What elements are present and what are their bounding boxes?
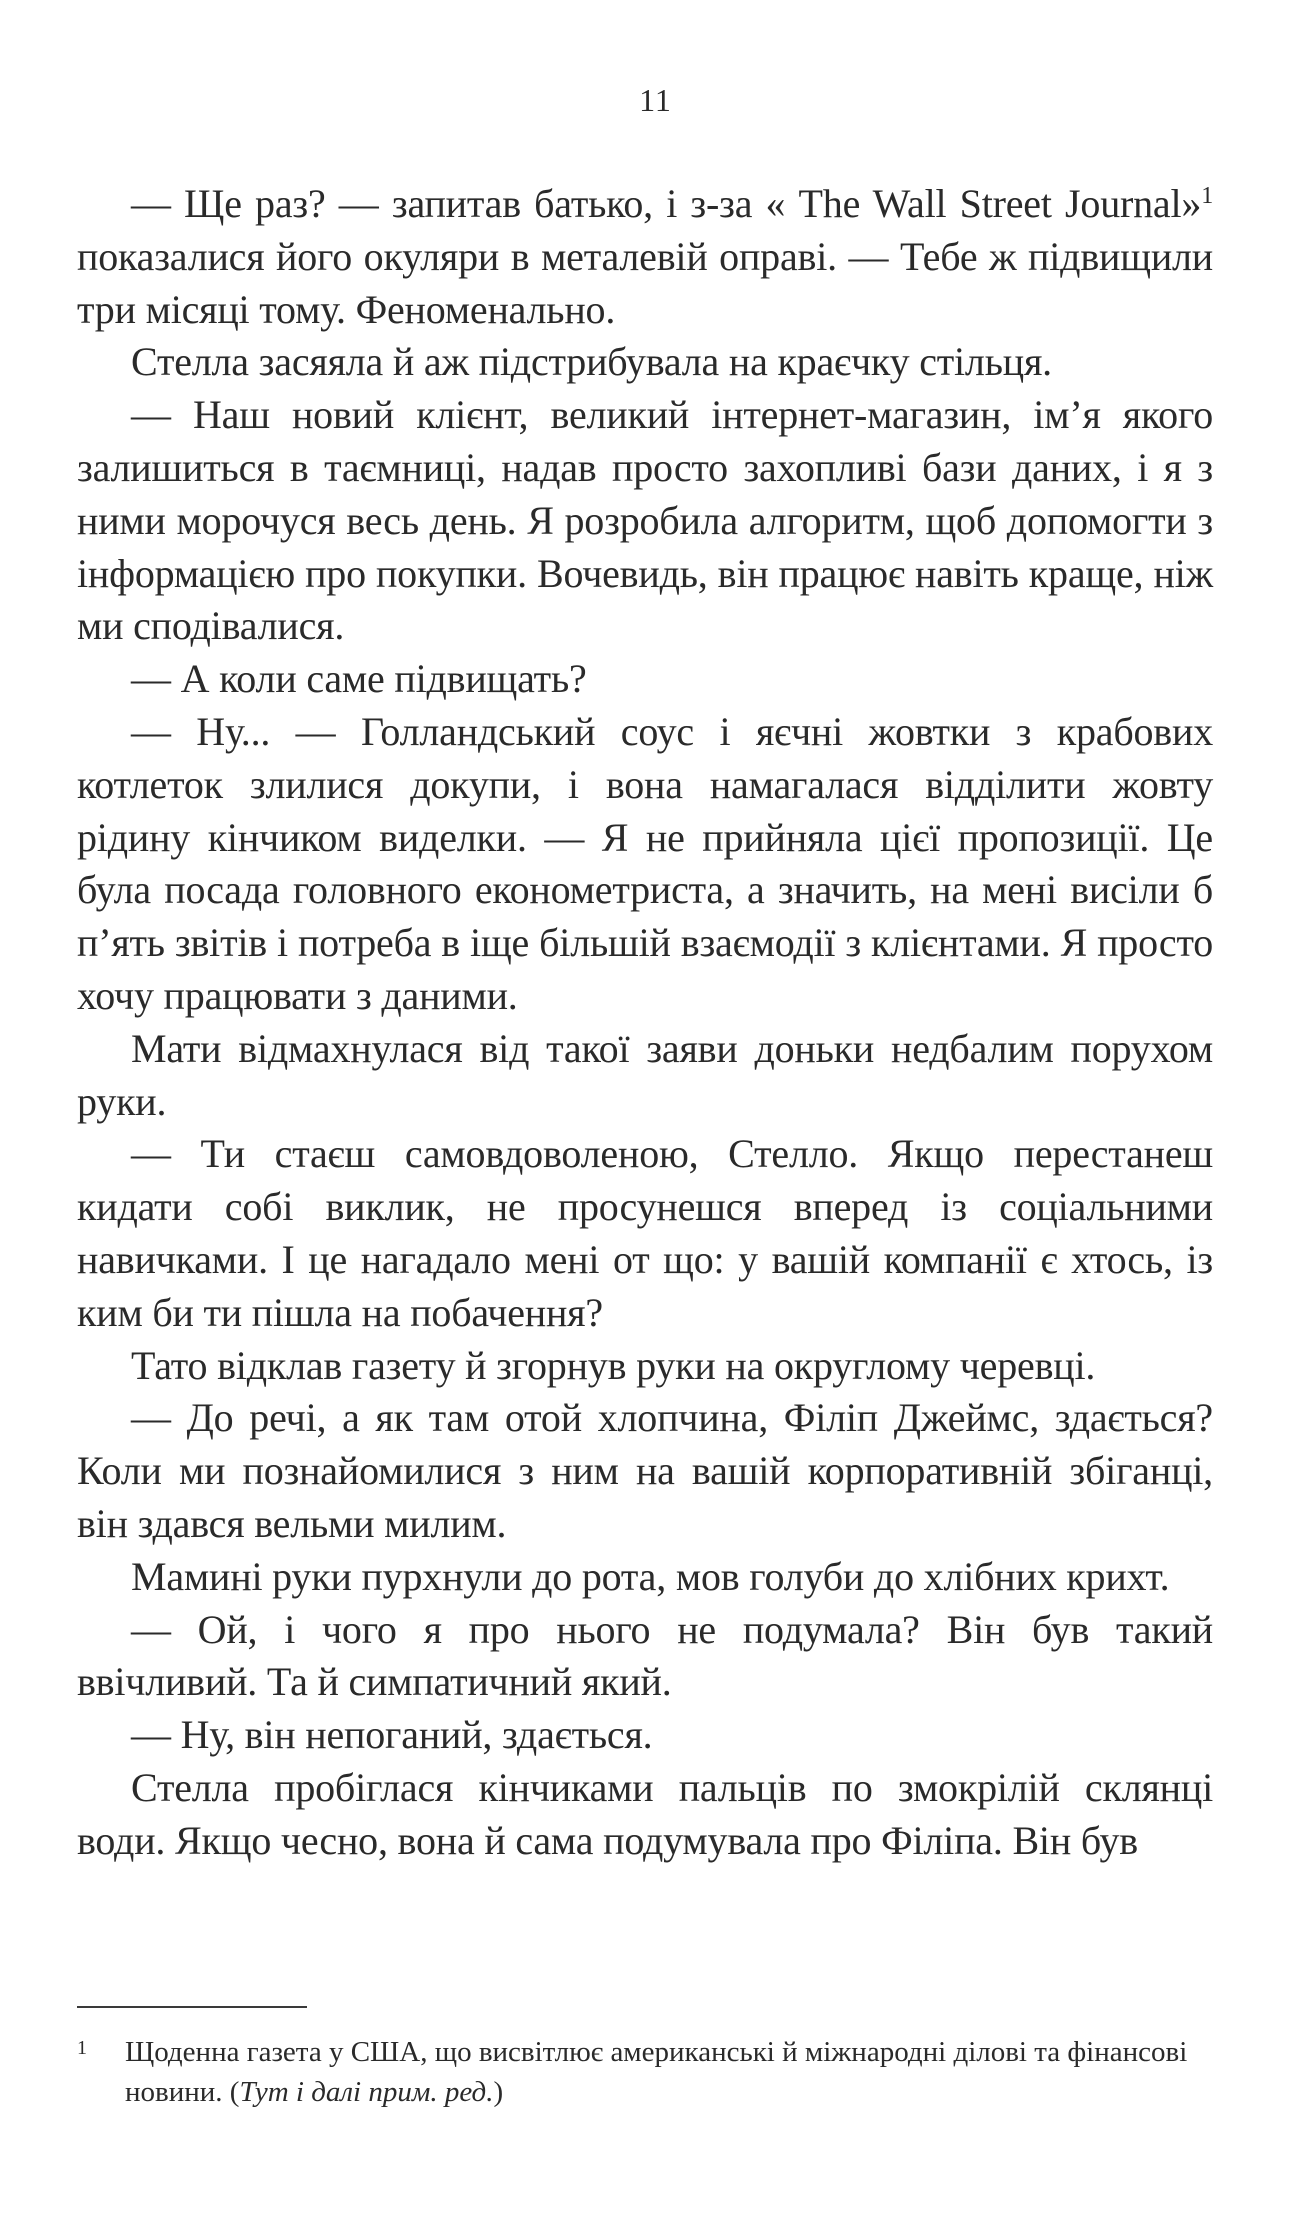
footnote-text [125, 2032, 1213, 2112]
paragraph-2: Стелла засяяла й аж підстрибувала на краєчку стільця. [131, 339, 1052, 385]
footnote-text-main: Щоденна газета у США, що висвітлює американські й міжнародні ділові та фінансові новини. ( [125, 2036, 1188, 2108]
paragraph-1-continuation: показалися його окуляри в металевій оправі. — Тебе ж підвищили три місяці тому. Феноменально. [77, 233, 1213, 332]
paragraph-4: — А коли саме підвищать? [131, 656, 587, 702]
paragraph-8: Тато відклав газету й згорнув руки на округлому черевці. [131, 1342, 1096, 1388]
footnote-divider [77, 2006, 307, 2008]
paragraph-3: — Наш новий клієнт, великий інтернет-магазин, ім’я якого залишиться в таємниці, надав просто захопливі бази даних, і я з ними морочуся весь день. Я розробила алгоритм, щоб допомогти з інформацією про покупки. Вочевидь, він працює навіть краще, ніж ми сподівалися. [77, 392, 1213, 649]
footnote [77, 2032, 1213, 2112]
body-text [77, 178, 1213, 1868]
paragraph-5: — Ну... — Голландський соус і яєчні жовтки з крабових котлеток злилися докупи, і вона намагалася відділити жовту рідину кінчиком виделки. — Я не прийняла цієї пропозиції. Це була посада головного економетриста, а значить, на мені висіли б п’ять звітів і потреба в іще більшій взаємодії з клієнтами. Я просто хочу працювати з даними. [77, 708, 1213, 1018]
paragraph-6: Мати відмахнулася від такої заяви доньки недбалим порухом руки. [77, 1025, 1213, 1124]
footnote-text-italic: Тут і далі прим. ред. [239, 2076, 494, 2108]
paragraph-12: — Ну, він непоганий, здається. [131, 1712, 653, 1758]
paragraph-11: — Ой, і чого я про нього не подумала? Він був такий ввічливий. Та й симпатичний який. [77, 1606, 1213, 1705]
footnote-text-close: ) [493, 2076, 504, 2108]
paragraph-13: Стелла пробіглася кінчиками пальців по змокрілій склянці води. Якщо чесно, вона й сама подумувала про Філіпа. Він був [77, 1764, 1213, 1863]
footnote-mark: 1 [77, 2037, 87, 2059]
paragraph-9: — До речі, а як там отой хлопчина, Філіп Джеймс, здається? Коли ми познайомилися з ним на вашій корпоративній збіганці, він здався вельми милим. [77, 1395, 1213, 1546]
page-number: 11 [639, 82, 672, 118]
footnote-reference: 1 [1201, 183, 1213, 209]
paragraph-10: Мамині руки пурхнули до рота, мов голуби до хлібних крихт. [131, 1553, 1170, 1599]
paragraph-1-text: — Ще раз? — запитав батько, і з-за « The Wall Street Journal» [131, 181, 1202, 226]
paragraph-1 [77, 178, 1213, 336]
paragraph-7: — Ти стаєш самовдоволеною, Стелло. Якщо перестанеш кидати собі виклик, не просунешся вперед із соціальними навичками. І це нагадало мені от що: у вашій компанії є хтось, із ким би ти пішла на побачення? [77, 1131, 1213, 1335]
